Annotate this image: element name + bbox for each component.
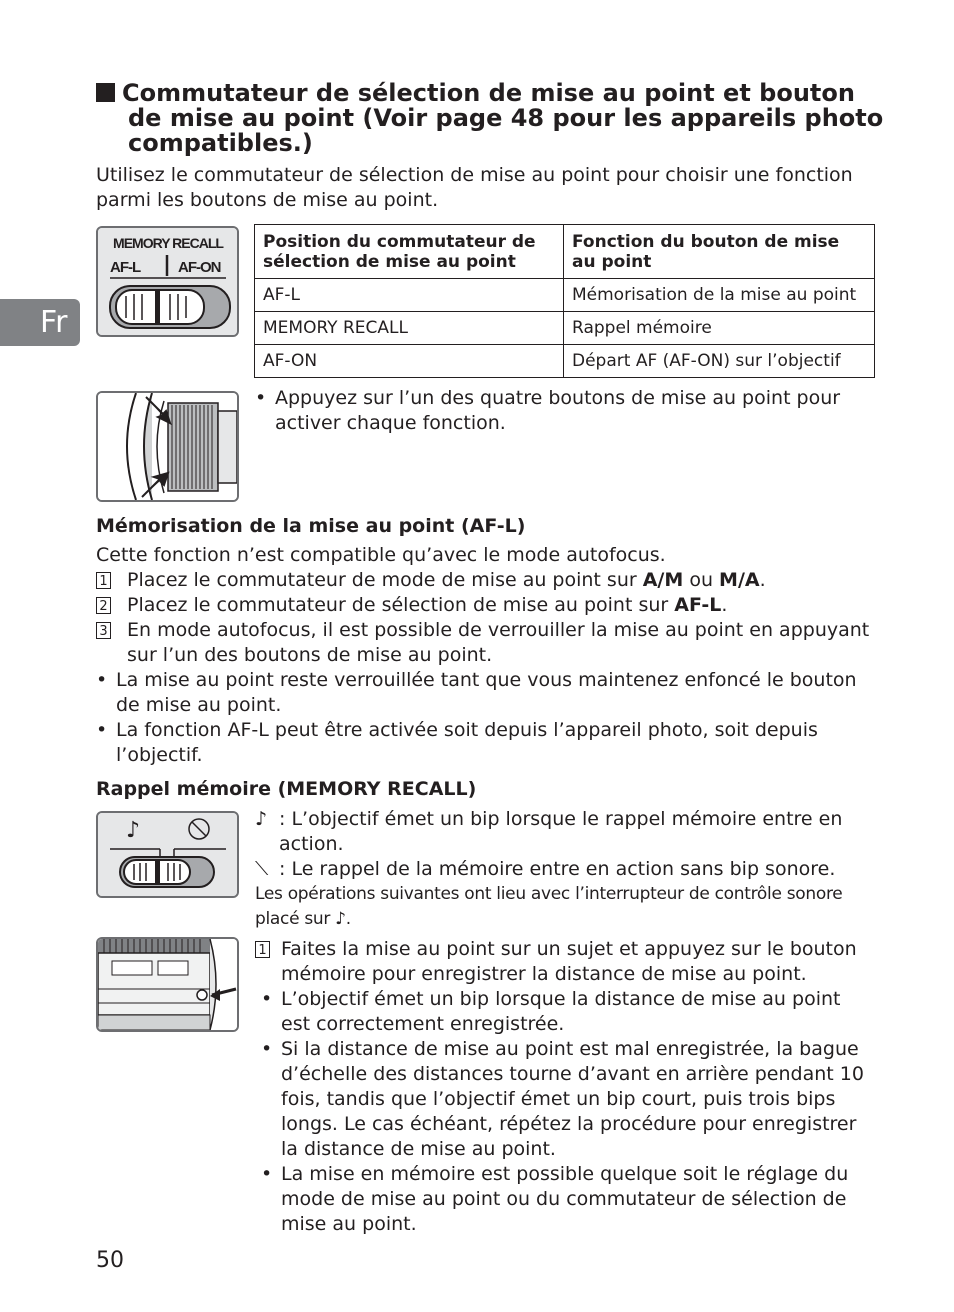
afl-intro: Cette fonction n’est compatible qu’avec le mode autofocus. bbox=[96, 544, 666, 566]
lens-memory-button-figure bbox=[96, 937, 239, 1032]
step-number: 2 bbox=[96, 597, 111, 614]
table-cell-function: Rappel mémoire bbox=[564, 312, 875, 345]
table-row bbox=[255, 279, 875, 312]
afl-section-title: Mémorisation de la mise au point (AF-L) bbox=[96, 515, 526, 537]
afl-step-1: 1 Placez le commutateur de mode de mise au point sur A/M ou M/A. bbox=[96, 568, 886, 593]
beep-on-icon: ♪ bbox=[126, 818, 141, 843]
recall-bullet-1: • L’objectif émet un bip lorsque la distance de mise au point est correctement enregistrée. bbox=[261, 987, 875, 1037]
afl-instructions bbox=[96, 543, 886, 768]
step-number: 3 bbox=[96, 622, 111, 639]
operations-note: Les opérations suivantes ont lieu avec l’interrupteur de contrôle sonore placé sur ♪. bbox=[255, 884, 843, 929]
section-heading bbox=[96, 81, 896, 156]
page-number: 50 bbox=[96, 1248, 124, 1273]
lens-focus-buttons-illustration bbox=[98, 393, 237, 500]
step-number: 1 bbox=[96, 572, 111, 589]
table-cell-position: AF-ON bbox=[255, 345, 564, 378]
heading-line-3: compatibles.) bbox=[128, 129, 313, 157]
afl-bullet-1: • La mise au point reste verrouillée tant que vous maintenez enfoncé le bouton de mise au point. bbox=[96, 668, 886, 718]
table-cell-function: Départ AF (AF-ON) sur l’objectif bbox=[564, 345, 875, 378]
table-header-position: Position du commutateur de sélection de mise au point bbox=[255, 225, 564, 279]
recall-description bbox=[255, 807, 875, 932]
table-header-function: Fonction du bouton de mise au point bbox=[564, 225, 875, 279]
table-row bbox=[255, 312, 875, 345]
intro-paragraph: Utilisez le commutateur de sélection de mise au point pour choisir une fonction parmi les boutons de mise au point. bbox=[96, 164, 853, 211]
note-icon: ♪ bbox=[255, 808, 268, 830]
focus-selector-switch-figure bbox=[96, 226, 239, 337]
table-cell-function: Mémorisation de la mise au point bbox=[564, 279, 875, 312]
memory-button-icon bbox=[197, 990, 207, 1000]
language-tab: Fr bbox=[0, 299, 80, 346]
afl-keyword: AF-L bbox=[674, 594, 722, 616]
heading-line-1: Commutateur de sélection de mise au point et bouton bbox=[122, 79, 855, 107]
afl-bullet-2: • La fonction AF-L peut être activée soit depuis l’appareil photo, soit depuis l’objectif. bbox=[96, 718, 886, 768]
focus-mode-am-keyword: A/M bbox=[642, 569, 684, 591]
function-table bbox=[254, 224, 875, 378]
afl-step-2: 2 Placez le commutateur de sélection de mise au point sur AF-L. bbox=[96, 593, 886, 618]
lens-focus-buttons-figure bbox=[96, 391, 239, 502]
sound-switch-figure bbox=[96, 811, 239, 898]
table-header-row bbox=[255, 225, 875, 279]
table-row bbox=[255, 345, 875, 378]
table-cell-position: AF-L bbox=[255, 279, 564, 312]
no-beep-icon: ⟍ bbox=[255, 858, 269, 880]
heading-line-2: de mise au point (Voir page 48 pour les appareils photo bbox=[128, 104, 884, 132]
memory-recall-switch-label: MEMORY RECALL bbox=[113, 235, 223, 251]
recall-bullet-3: • La mise en mémoire est possible quelque soit le réglage du mode de mise au point ou du commutateur de sélection de mise au point. bbox=[261, 1162, 875, 1237]
sound-switch-illustration bbox=[98, 813, 237, 896]
step-number: 1 bbox=[255, 941, 270, 958]
afon-switch-label: AF-ON bbox=[178, 259, 221, 276]
press-button-bullet: • Appuyez sur l’un des quatre boutons de mise au point pour activer chaque fonction. bbox=[255, 386, 875, 436]
focus-mode-ma-keyword: M/A bbox=[719, 569, 760, 591]
note-icon: ♪ bbox=[335, 909, 346, 929]
recall-bullet-2: • Si la distance de mise au point est mal enregistrée, la bague d’échelle des distances tourne d’avant en arrière pendant 10 fois, tandis que l’objectif émet un bip court, puis trois bips longs. Le cas échéant, répétez la procédure pour enregistrer la distance de mise au point. bbox=[261, 1037, 875, 1162]
lens-memory-button-illustration bbox=[98, 939, 237, 1030]
square-bullet-icon bbox=[96, 83, 115, 102]
recall-step-1: 1 Faites la mise au point sur un sujet et appuyez sur le bouton mémoire pour enregistrer la distance de mise au point. bbox=[255, 937, 875, 987]
beep-on-line: ♪ : L’objectif émet un bip lorsque le rappel mémoire entre en action. bbox=[255, 808, 843, 855]
selector-switch-illustration bbox=[98, 228, 237, 335]
afl-switch-label: AF-L bbox=[110, 259, 141, 276]
recall-steps bbox=[255, 937, 875, 1237]
afl-step-3: 3 En mode autofocus, il est possible de verrouiller la mise au point en appuyant sur l’un des boutons de mise au point. bbox=[96, 618, 886, 668]
beep-off-line: ⟍ : Le rappel de la mémoire entre en action sans bip sonore. bbox=[255, 858, 836, 880]
recall-section-title: Rappel mémoire (MEMORY RECALL) bbox=[96, 778, 477, 800]
table-cell-position: MEMORY RECALL bbox=[255, 312, 564, 345]
